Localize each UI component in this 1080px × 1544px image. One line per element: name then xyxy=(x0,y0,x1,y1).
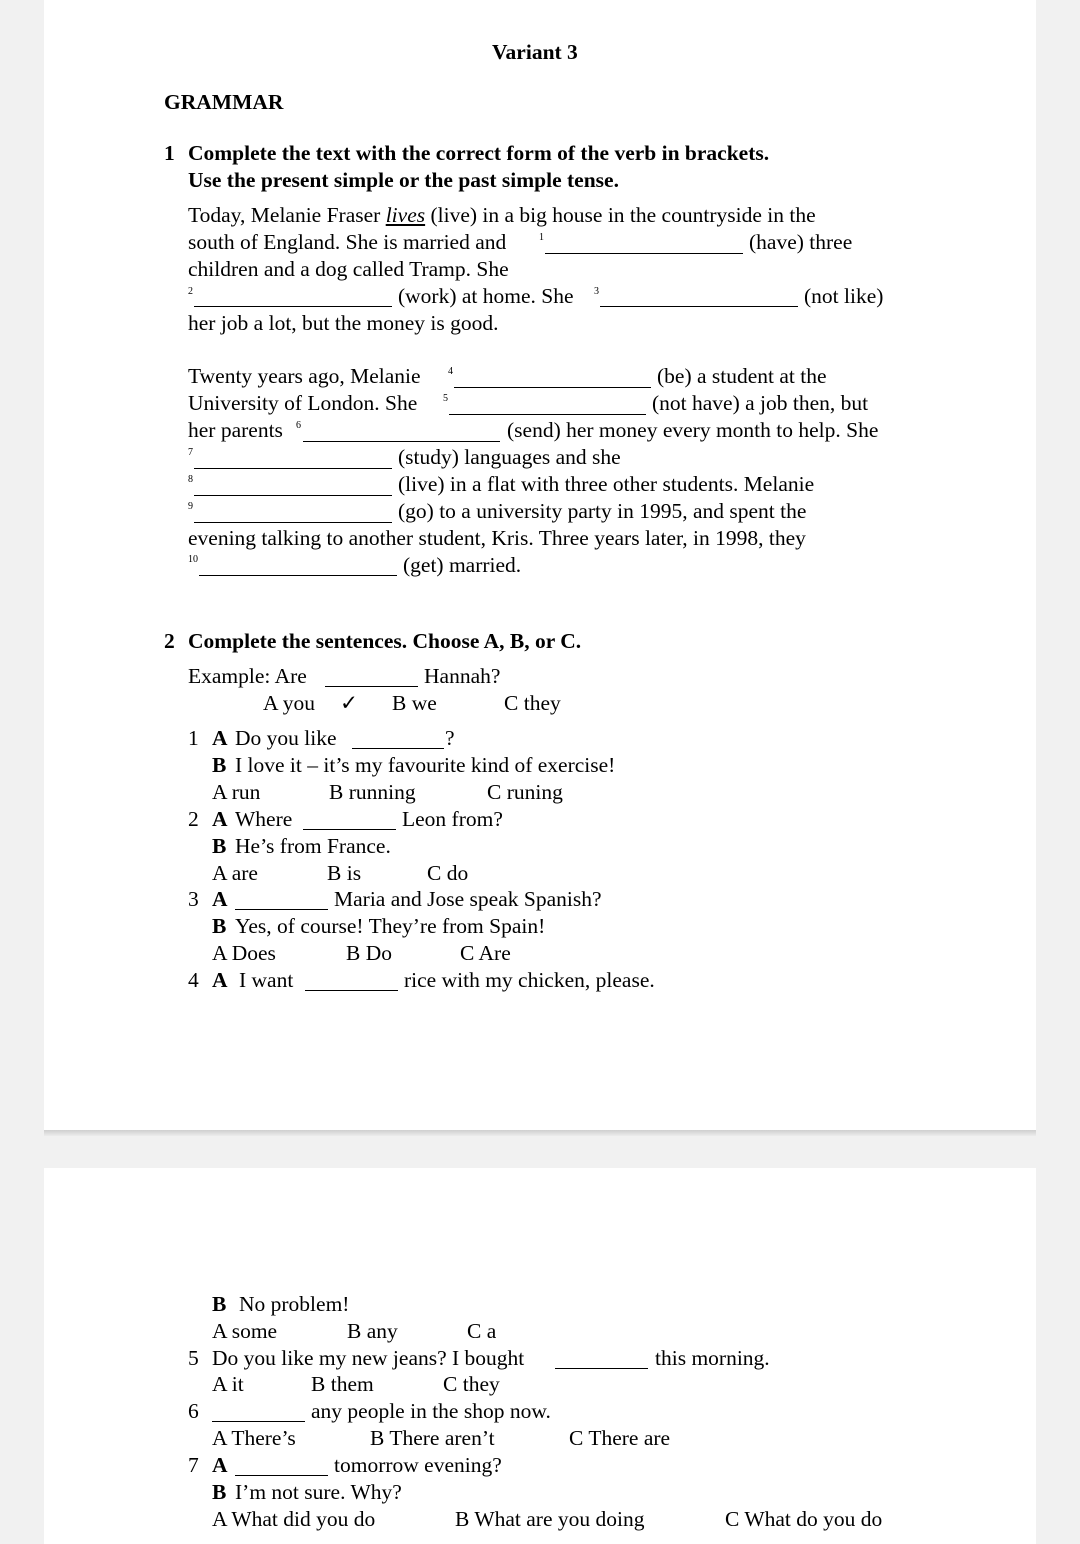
q7-blank xyxy=(235,1475,328,1476)
gap-9-blank xyxy=(194,522,392,523)
q1-option-a: A run xyxy=(212,780,261,804)
q4-text: I want xyxy=(239,968,294,992)
gap-10-blank xyxy=(199,575,397,576)
gap-5-blank xyxy=(449,414,646,415)
gap-number-4: 4 xyxy=(448,366,453,377)
gap-number-6: 6 xyxy=(296,420,301,431)
q6-option-b: B There aren’t xyxy=(370,1426,495,1450)
ex1-number: 1 xyxy=(164,141,175,165)
q4-option-c: C a xyxy=(467,1319,497,1343)
q6-number: 6 xyxy=(188,1399,199,1423)
text: (live) in a big house in the countryside in the xyxy=(425,203,816,227)
q4-option-a: A some xyxy=(212,1319,278,1343)
ex1-p1-line3: children and a dog called Tramp. She xyxy=(188,257,509,281)
q2-reply: He’s from France. xyxy=(235,834,391,858)
gap-number-5: 5 xyxy=(443,393,448,404)
q5-option-c: C they xyxy=(443,1372,500,1396)
checkmark-icon: ✓ xyxy=(340,691,359,715)
ex1-p2-line8: (get) married. xyxy=(403,553,522,577)
q4-number: 4 xyxy=(188,968,199,992)
q5-end: this morning. xyxy=(655,1346,770,1370)
ex1-p2-line3a: her parents xyxy=(188,418,283,442)
example-option-b: B we xyxy=(392,691,437,715)
ex1-p1-line5: her job a lot, but the money is good. xyxy=(188,311,499,335)
q3-number: 3 xyxy=(188,887,199,911)
gap-2-blank xyxy=(194,306,392,307)
ex1-p1-line4a: (work) at home. She xyxy=(398,284,574,308)
gap-7-blank xyxy=(194,468,392,469)
q3-reply: Yes, of course! They’re from Spain! xyxy=(235,914,546,938)
variant-title: Variant 3 xyxy=(492,40,578,64)
q1-end: ? xyxy=(445,726,455,750)
q5-number: 5 xyxy=(188,1346,199,1370)
gap-number-1: 1 xyxy=(539,232,544,243)
section-heading: GRAMMAR xyxy=(164,90,284,114)
gap-number-3: 3 xyxy=(594,286,599,297)
q2-text: Where xyxy=(235,807,293,831)
q5-text: Do you like my new jeans? I bought xyxy=(212,1346,525,1370)
q3-end: Maria and Jose speak Spanish? xyxy=(334,887,602,911)
q2-speaker-b: B xyxy=(212,834,227,858)
q6-option-a: A There’s xyxy=(212,1426,296,1450)
q2-option-a: A are xyxy=(212,861,258,885)
q7-speaker-b: B xyxy=(212,1480,227,1504)
q1-text: Do you like xyxy=(235,726,337,750)
gap-4-blank xyxy=(454,387,651,388)
ex2-number: 2 xyxy=(164,629,175,653)
q7-speaker-a: A xyxy=(212,1453,228,1477)
q7-end: tomorrow evening? xyxy=(334,1453,502,1477)
gap-1-blank xyxy=(545,253,743,254)
q2-option-b: B is xyxy=(327,861,362,885)
q2-speaker-a: A xyxy=(212,807,228,831)
q1-option-c: C runing xyxy=(487,780,563,804)
q3-option-a: A Does xyxy=(212,941,276,965)
q1-reply: I love it – it’s my favourite kind of exercise! xyxy=(235,753,616,777)
ex1-p2-line4: (study) languages and she xyxy=(398,445,621,469)
q4-reply: No problem! xyxy=(239,1292,350,1316)
gap-number-8: 8 xyxy=(188,474,193,485)
q5-blank xyxy=(555,1368,648,1369)
ex1-p2-line6: (go) to a university party in 1995, and spent the xyxy=(398,499,807,523)
ex2-instruction: Complete the sentences. Choose A, B, or C. xyxy=(188,629,582,653)
q1-speaker-b: B xyxy=(212,753,227,777)
q1-blank xyxy=(352,748,444,749)
gap-8-blank xyxy=(194,495,392,496)
gap-number-2: 2 xyxy=(188,286,193,297)
q2-blank xyxy=(303,829,396,830)
ex1-p2-line3b: (send) her money every month to help. She xyxy=(507,418,879,442)
ex1-instruction-2: Use the present simple or the past simple tense. xyxy=(188,168,619,192)
ex1-p2-line2b: (not have) a job then, but xyxy=(652,391,869,415)
q2-option-c: C do xyxy=(427,861,469,885)
ex1-p2-line7: evening talking to another student, Kris. Three years later, in 1998, they xyxy=(188,526,806,550)
example-label: Example: Are xyxy=(188,664,307,688)
ex1-p2-line5: (live) in a flat with three other students. Melanie xyxy=(398,472,815,496)
q3-option-b: B Do xyxy=(346,941,392,965)
example-after: Hannah? xyxy=(424,664,501,688)
q7-reply: I’m not sure. Why? xyxy=(235,1480,402,1504)
gap-number-10: 10 xyxy=(188,554,198,565)
ex1-p1-line2b: (have) three xyxy=(749,230,853,254)
q4-blank xyxy=(305,990,398,991)
text: Today, Melanie Fraser xyxy=(188,203,386,227)
q4-speaker-b: B xyxy=(212,1292,227,1316)
ex1-p2-line2a: University of London. She xyxy=(188,391,418,415)
q3-option-c: C Are xyxy=(460,941,511,965)
q6-blank xyxy=(212,1421,305,1422)
example-option-c: C they xyxy=(504,691,561,715)
q7-option-c: C What do you do xyxy=(725,1507,883,1531)
q6-option-c: C There are xyxy=(569,1426,671,1450)
gap-number-7: 7 xyxy=(188,447,193,458)
q4-option-b: B any xyxy=(347,1319,398,1343)
page-gap-shadow xyxy=(44,1130,1036,1136)
q5-option-a: A it xyxy=(212,1372,244,1396)
q1-speaker-a: A xyxy=(212,726,228,750)
q3-speaker-a: A xyxy=(212,887,228,911)
q2-end: Leon from? xyxy=(402,807,503,831)
q4-speaker-a: A xyxy=(212,968,228,992)
q1-number: 1 xyxy=(188,726,199,750)
q2-number: 2 xyxy=(188,807,199,831)
gap-6-blank xyxy=(303,441,500,442)
q7-option-a: A What did you do xyxy=(212,1507,376,1531)
q3-speaker-b: B xyxy=(212,914,227,938)
q7-option-b: B What are you doing xyxy=(455,1507,645,1531)
ex1-p2-line1b: (be) a student at the xyxy=(657,364,827,388)
example-blank xyxy=(325,686,418,687)
q6-end: any people in the shop now. xyxy=(311,1399,551,1423)
q7-number: 7 xyxy=(188,1453,199,1477)
q1-option-b: B running xyxy=(329,780,416,804)
ex1-p1-line2a: south of England. She is married and xyxy=(188,230,507,254)
example-option-a: A you xyxy=(263,691,315,715)
q4-end: rice with my chicken, please. xyxy=(404,968,655,992)
example-answer: lives xyxy=(385,203,426,227)
q3-blank xyxy=(235,909,328,910)
ex1-instruction-1: Complete the text with the correct form of the verb in brackets. xyxy=(188,141,770,165)
ex1-p1-line4b: (not like) xyxy=(804,284,884,308)
gap-3-blank xyxy=(600,306,798,307)
ex1-p1-line1 xyxy=(188,202,816,229)
gap-number-9: 9 xyxy=(188,501,193,512)
q5-option-b: B them xyxy=(311,1372,374,1396)
ex1-p2-line1a: Twenty years ago, Melanie xyxy=(188,364,421,388)
